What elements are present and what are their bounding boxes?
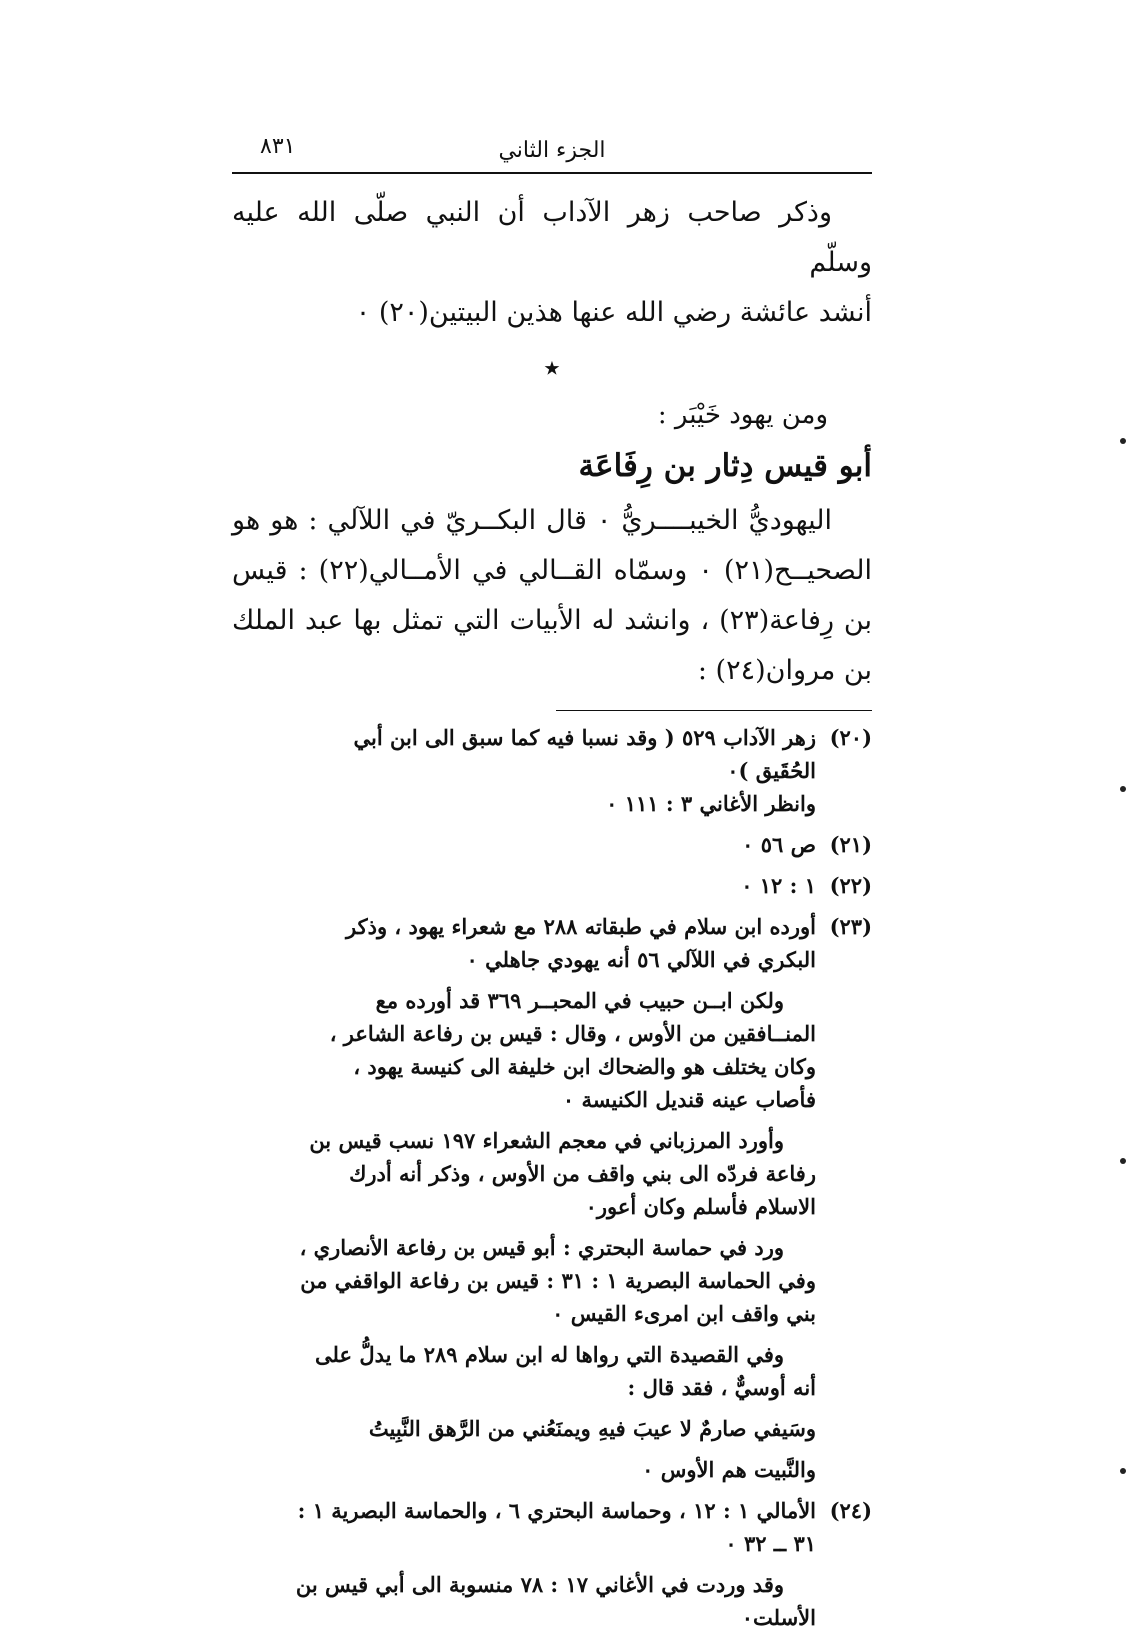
section-separator: ٭ <box>543 348 561 386</box>
margin-dot <box>1120 1158 1126 1164</box>
intro-line-2: أنشد عائشة رضي الله عنها هذين البيتين(٢٠) ٠ <box>355 297 872 328</box>
footnote-paragraph: وأورد المرزباني في معجم الشعراء ١٩٧ نسب قيس بن رفاعة فردّه الى بني واقف من الأوس ، وذكر أنه أدرك الاسلام فأسلم وكان أعور٠ <box>309 1128 816 1219</box>
page-header <box>232 128 872 174</box>
margin-dot <box>1120 1468 1126 1474</box>
footnote-number: (٢١) <box>829 832 872 857</box>
footnote-line: وانظر الأغاني ٣ : ١١١ ٠ <box>606 791 816 816</box>
footnote-22 <box>232 869 872 902</box>
margin-dot <box>1120 786 1126 792</box>
section-subhead: ومن يهود خَيْبَر : <box>657 400 828 430</box>
intro-paragraph <box>232 188 872 338</box>
footnote-paragraph: والنَّبيت هم الأوس ٠ <box>642 1457 816 1482</box>
footnote-23 <box>232 910 872 976</box>
footnote-paragraph: ورد في حماسة البحتري : أبو قيس بن رفاعة الأنصاري ، وفي الحماسة البصرية ١ : ٣١ : قيس بن رفاعة الواقفي من بني واقف ابن امرىء القيس ٠ <box>299 1235 816 1326</box>
footnotes <box>232 721 872 1634</box>
poet-paragraph: اليهوديُّ الخيبــــريُّ ٠ قال البكــريّ في اللآلي : هو هو الصحيــح(٢١) ٠ وسمّاه القــالي في الأمــالي(٢٢) : قيس بن رِفاعة(٢٣) ، وانشد له الأبيات التي تمثل بها عبد الملك بن مروان(٢٤) : <box>232 505 872 686</box>
footnote-number: (٢٣) <box>829 914 872 939</box>
footnote-rule <box>556 710 872 711</box>
footnote-paragraph: ولكن ابــن حبيب في المحبــر ٣٦٩ قد أورده مع المنــافقين من الأوس ، وقال : قيس بن رفاعة الشاعر ، وكان يختلف هو والضحاك ابن خليفة الى كنيسة يهود ، فأصاب عينه قنديل الكنيسة ٠ <box>329 988 816 1112</box>
footnote-body: الأمالي ١ : ١٢ ، وحماسة البحتري ٦ ، والحماسة البصرية ١ : ٣١ ــ ٣٢ ٠ <box>297 1498 816 1556</box>
footnote-number: (٢٢) <box>829 873 872 898</box>
footnote-body: أورده ابن سلام في طبقاته ٢٨٨ مع شعراء يهود ، وذكر البكري في اللآلي ٥٦ أنه يهودي جاهلي ٠ <box>346 914 816 972</box>
footnote-body <box>232 721 816 820</box>
footnote-24 <box>232 1494 872 1560</box>
poet-title: أبو قيس دِثار بن رِفَاعَة <box>578 448 872 484</box>
footnote-body: ص ٥٦ ٠ <box>742 832 816 857</box>
footnote-line: زهر الآداب ٥٢٩ ( وقد نسبا فيه كما سبق الى ابن أبي الحُقَيق )٠ <box>353 725 816 783</box>
page-number: ٨٣١ <box>260 134 296 159</box>
footnote-body: ١ : ١٢ ٠ <box>741 873 816 898</box>
intro-line-1: وذكر صاحب زهر الآداب أن النبي صلّى الله عليه وسلّم <box>232 197 872 278</box>
footnote-number: (٢٠) <box>829 725 872 750</box>
margin-dot <box>1120 438 1126 444</box>
footnote-20 <box>232 721 872 820</box>
footnote-21 <box>232 828 872 861</box>
footnote-number: (٢٤) <box>829 1498 872 1523</box>
page <box>232 128 872 1642</box>
footnote-verse: وسَيفي صارمٌ لا عيبَ فيهِ ويمنَعُني من الرَّهق النَّبِيتُ <box>368 1416 816 1441</box>
footnote-paragraph: وقد وردت في الأغاني ١٧ : ٧٨ منسوبة الى أبي قيس بن الأسلت٠ <box>295 1572 816 1630</box>
footnote-paragraph: وفي القصيدة التي رواها له ابن سلام ٢٨٩ ما يدلُّ على أنه أوسيٌّ ، فقد قال : <box>315 1342 816 1400</box>
running-title: الجزء الثاني <box>498 138 606 163</box>
